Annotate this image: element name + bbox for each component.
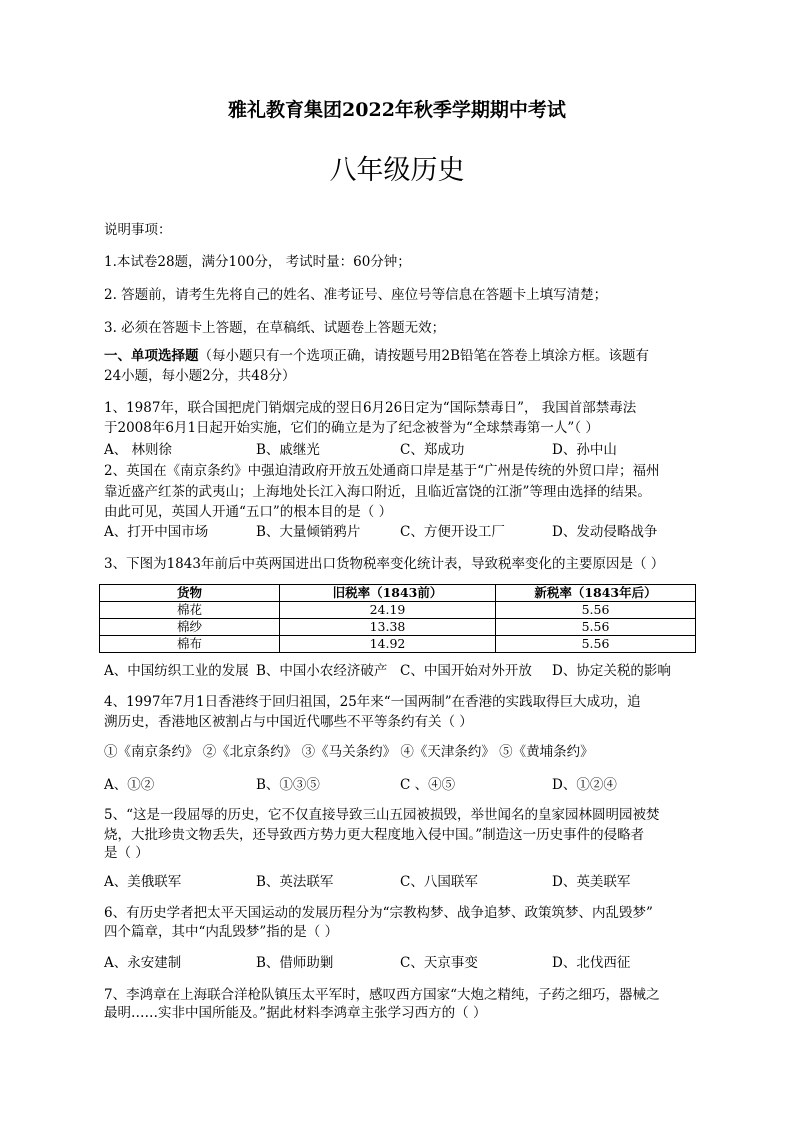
tax-rate-table <box>99 584 696 653</box>
q3-option-c: C、中国开始对外开放 <box>400 663 532 679</box>
q5-line3: 是（ ） <box>104 845 149 861</box>
q3-option-b: B、中国小农经济破产 <box>256 663 388 679</box>
q5-line2: 烧，大批珍贵文物丢失，还导致西方势力更大程度地入侵中国。”制造这一历史事件的侵略者 <box>104 827 645 843</box>
note-item-3: 3. 必须在答题卡上答题，在草稿纸、试题卷上答题无效； <box>104 320 446 336</box>
q4-option-c: C 、④⑤ <box>400 777 456 793</box>
table-row <box>100 619 696 636</box>
q5-option-c: C、八国联军 <box>400 874 478 890</box>
q3-option-d: D、协定关税的影响 <box>552 663 671 679</box>
q4-line1: 4、1997年7月1日香港终于回归祖国，25年来“一国两制”在香港的实践取得巨大成功，追 <box>104 694 641 710</box>
q6-option-c: C、天京事变 <box>400 955 478 971</box>
table-cell: 5.56 <box>496 619 696 636</box>
table-header-row <box>100 585 696 602</box>
exam-title: 雅礼教育集团2022年秋季学期期中考试 <box>228 99 566 121</box>
q5-option-d: D、英美联军 <box>552 874 631 890</box>
q3-line1: 3、下图为1843年前后中英两国进出口货物税率变化统计表，导致税率变化的主要原因是（ ） <box>104 556 665 572</box>
q2-option-c: C、方便开设工厂 <box>400 524 505 540</box>
table-header-old-rate: 旧税率（1843前） <box>280 585 496 602</box>
q4-treaty-list: ①《南京条约》 ②《北京条约》 ③《马关条约》 ④《天津条约》 ⑤《黄埔条约》 <box>104 744 594 760</box>
q6-option-b: B、借师助剿 <box>256 955 334 971</box>
q4-option-a: A、①② <box>104 777 155 793</box>
q1-line1: 1、1987年，联合国把虎门销烟完成的翌日6月26日定为“国际禁毒日”， 我国首部禁毒法 <box>104 400 637 416</box>
q6-line2: 四个篇章，其中“内乱毁梦”指的是（ ） <box>104 924 339 940</box>
note-item-2: 2. 答题前，请考生先将自己的姓名、准考证号、座位号等信息在答题卡上填写清楚； <box>104 287 608 303</box>
table-cell: 棉花 <box>100 602 280 619</box>
table-header-new-rate: 新税率（1843年后） <box>496 585 696 602</box>
q4-option-b: B、①③⑤ <box>256 777 320 793</box>
table-cell: 14.92 <box>280 636 496 653</box>
q1-option-d: D、孙中山 <box>552 442 617 458</box>
section-title: 一、单项选择题 <box>104 348 199 364</box>
q2-line1: 2、英国在《南京条约》中强迫清政府开放五处通商口岸是基于“广州是传统的外贸口岸；福州 <box>104 463 660 479</box>
table-cell: 棉布 <box>100 636 280 653</box>
q1-option-c: C、郑成功 <box>400 442 465 458</box>
table-row <box>100 602 696 619</box>
notes-heading: 说明事项： <box>104 222 172 238</box>
q4-option-d: D、①②④ <box>552 777 617 793</box>
q1-line2: 于2008年6月1日起开始实施，它们的确立是为了纪念被誉为“全球禁毒第一人”（ ） <box>104 420 599 436</box>
q5-option-b: B、英法联军 <box>256 874 334 890</box>
table-row <box>100 636 696 653</box>
q6-line1: 6、有历史学者把太平天国运动的发展历程分为“宗教构梦、战争追梦、政策筑梦、内乱毁梦” <box>104 905 653 921</box>
note-item-1: 1.本试卷28题，满分100分， 考试时量：60分钟； <box>104 254 411 270</box>
table-cell: 棉纱 <box>100 619 280 636</box>
q1-option-a: A、 林则徐 <box>104 442 173 458</box>
section-header <box>104 346 649 366</box>
table-cell: 13.38 <box>280 619 496 636</box>
section-desc-line2: 24小题，每小题2分，共48分） <box>104 368 296 384</box>
table-cell: 24.19 <box>280 602 496 619</box>
table-cell: 5.56 <box>496 602 696 619</box>
q7-line2: 最明……实非中国所能及。”据此材料李鸿章主张学习西方的（ ） <box>104 1005 487 1021</box>
q5-option-a: A、美俄联军 <box>104 874 182 890</box>
subject-title: 八年级历史 <box>329 155 465 186</box>
table-cell: 5.56 <box>496 636 696 653</box>
q6-option-a: A、永安建制 <box>104 955 182 971</box>
q2-line2: 靠近盛产红茶的武夷山；上海地处长江入海口附近，且临近富饶的江浙”等理由选择的结果。 <box>104 484 651 500</box>
q6-option-d: D、北伐西征 <box>552 955 631 971</box>
table-header-goods: 货物 <box>100 585 280 602</box>
q4-line2: 溯历史，香港地区被割占与中国近代哪些不平等条约有关（ ） <box>104 714 473 730</box>
q2-option-b: B、大量倾销鸦片 <box>256 524 361 540</box>
q3-option-a: A、中国纺织工业的发展 <box>104 663 249 679</box>
q1-option-b: B、戚继光 <box>256 442 320 458</box>
q2-option-a: A、打开中国市场 <box>104 524 209 540</box>
q5-line1: 5、“这是一段屈辱的历史，它不仅直接导致三山五园被损毁，举世闻名的皇家园林圆明园被焚 <box>104 807 660 823</box>
q2-option-d: D、发动侵略战争 <box>552 524 658 540</box>
section-desc: （每小题只有一个选项正确，请按题号用2B铅笔在答卷上填涂方框。该题有 <box>198 348 650 364</box>
q7-line1: 7、李鸿章在上海联合洋枪队镇压太平军时，感叹西方国家“大炮之精纯，子药之细巧，器械之 <box>104 987 660 1003</box>
q2-line3: 由此可见，英国人开通“五口”的根本目的是（ ） <box>104 504 393 520</box>
